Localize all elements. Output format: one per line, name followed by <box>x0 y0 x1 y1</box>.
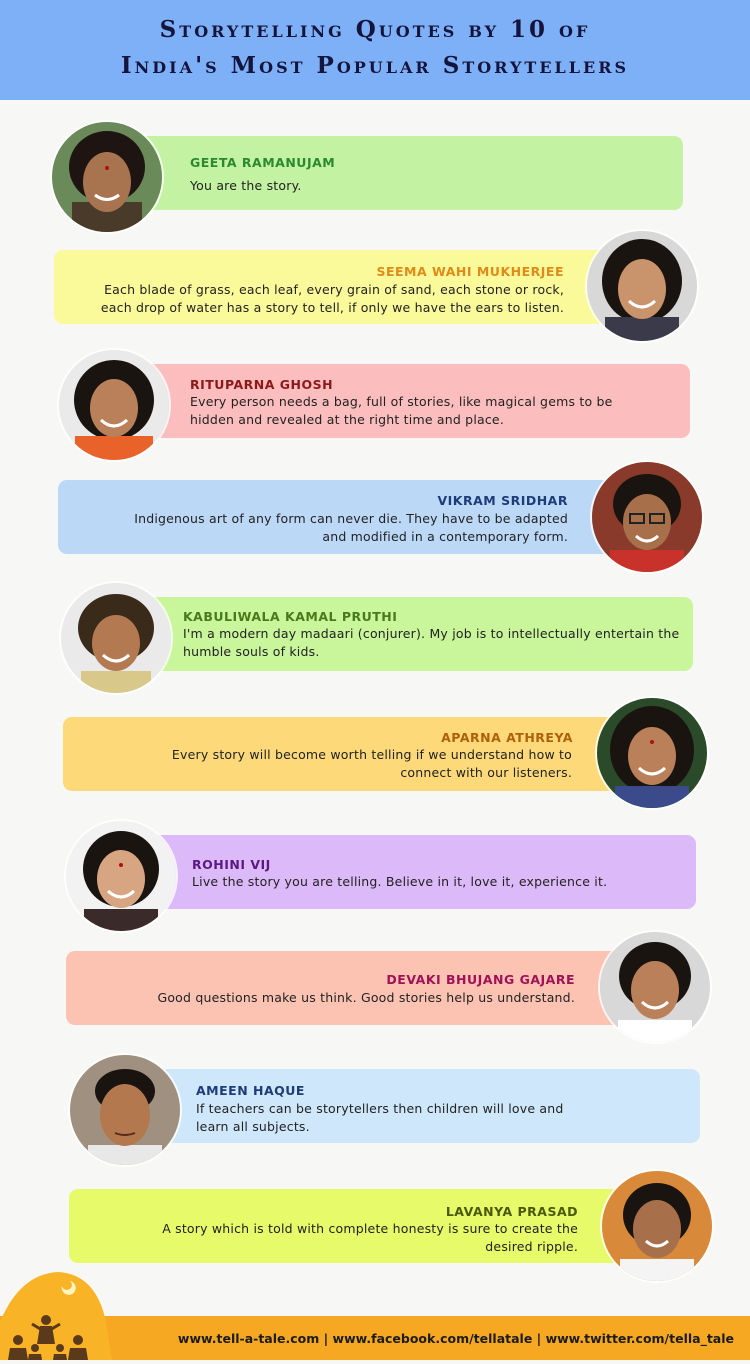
avatar <box>597 698 707 808</box>
storyteller-name: ROHINI VIJ <box>192 857 271 872</box>
avatar <box>61 583 171 693</box>
quote-text: Live the story you are telling. Believe in it, love it, experience it. <box>192 874 608 889</box>
quote-text: Every story will become worth telling if we understand how to connect with our listeners. <box>171 747 572 780</box>
quote-text: A story which is told with complete honesty is sure to create the desired ripple. <box>162 1221 578 1254</box>
storyteller-name: GEETA RAMANUJAM <box>190 155 336 170</box>
title-line-1: Storytelling Quotes by 10 of <box>159 16 591 43</box>
storyteller-name: SEEMA WAHI MUKHERJEE <box>376 264 564 279</box>
storyteller-name: DEVAKI BHUJANG GAJARE <box>386 972 575 987</box>
title-line-2: India's Most Popular Storytellers <box>120 52 630 79</box>
footer-links[interactable]: www.tell-a-tale.com | www.facebook.com/tellatale | www.twitter.com/tella_tale <box>177 1331 734 1346</box>
avatar <box>592 462 702 572</box>
storyteller-name: LAVANYA PRASAD <box>445 1204 578 1219</box>
quote-text: Every person needs a bag, full of stories, like magical gems to be hidden and revealed at the right time and place. <box>190 394 613 427</box>
storytelling-children-logo-icon <box>0 1272 112 1364</box>
quote-text: I'm a modern day madaari (conjurer). My job is to intellectually entertain the humble souls of kids. <box>183 626 680 659</box>
quote-card <box>66 951 636 1025</box>
avatar <box>600 932 710 1042</box>
storyteller-name: RITUPARNA GHOSH <box>190 377 334 392</box>
header-banner <box>0 0 750 100</box>
quote-card <box>142 835 696 909</box>
quote-text: Each blade of grass, each leaf, every grain of sand, each stone or rock, each drop of water has a story to tell, if only we have the ears to listen. <box>100 282 564 315</box>
avatar <box>59 350 169 460</box>
avatar <box>70 1055 180 1165</box>
storyteller-name: APARNA ATHREYA <box>441 730 573 745</box>
avatar <box>602 1171 712 1281</box>
avatar <box>66 821 176 931</box>
quote-text: You are the story. <box>190 178 302 193</box>
avatar <box>52 122 162 232</box>
quote-text: Indigenous art of any form can never die. They have to be adapted and modified in a contemporary form. <box>134 511 568 544</box>
storyteller-name: AMEEN HAQUE <box>196 1083 305 1098</box>
quote-card <box>130 136 683 210</box>
quote-text: If teachers can be storytellers then children will love and learn all subjects. <box>196 1101 564 1134</box>
storyteller-name: VIKRAM SRIDHAR <box>437 493 568 508</box>
avatar <box>587 231 697 341</box>
storyteller-name: KABULIWALA KAMAL PRUTHI <box>183 609 398 624</box>
quote-text: Good questions make us think. Good stories help us understand. <box>157 990 575 1005</box>
